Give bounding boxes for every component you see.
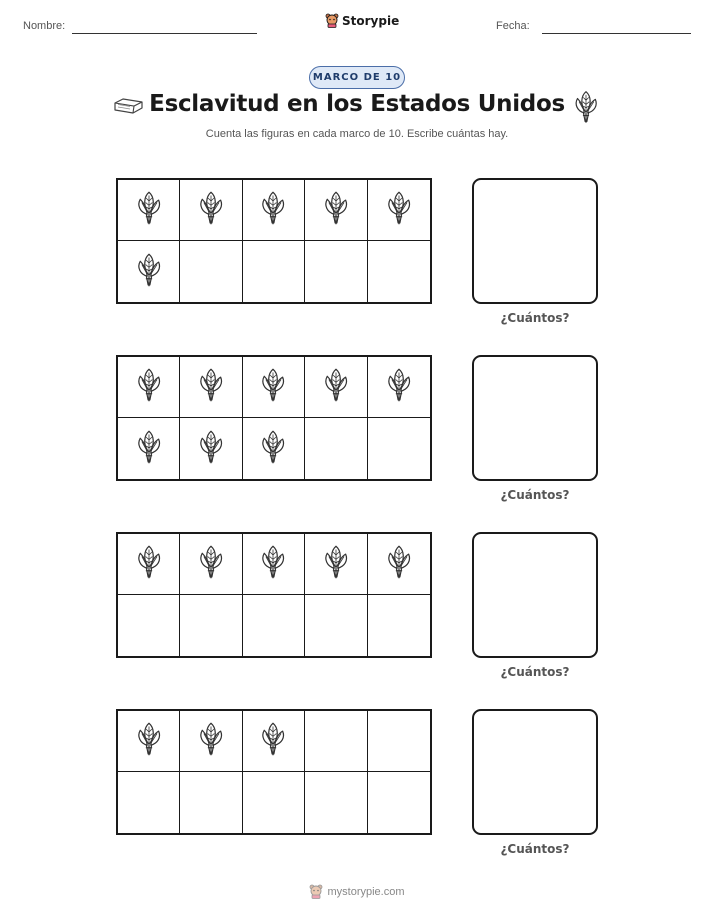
ten-frame-cell [243,595,305,656]
ten-frame-1 [116,178,432,304]
ten-frame-cell [180,772,242,833]
ten-frame-cell [118,180,180,241]
date-label: Fecha: [496,20,530,32]
leaf-bundle-icon [197,367,225,407]
ten-frame-cell [243,772,305,833]
leaf-bundle-icon [135,544,163,584]
ten-frame-3 [116,532,432,658]
name-label: Nombre: [23,20,66,32]
answer-label-4: ¿Cuántos? [500,842,570,856]
ten-frame-cell [368,357,430,418]
answer-label-1: ¿Cuántos? [500,311,570,325]
leaf-bundle-icon [385,544,413,584]
leaf-bundle-icon [135,367,163,407]
answer-box-4[interactable] [472,709,598,835]
ten-frame-cell [118,595,180,656]
ten-frame-cell [305,772,367,833]
leaf-bundle-icon [385,190,413,230]
leaf-bundle-icon [259,367,287,407]
leaf-bundle-icon [197,429,225,469]
ten-frame-cell [243,357,305,418]
answer-box-3[interactable] [472,532,598,658]
leaf-bundle-icon [135,429,163,469]
leaf-bundle-icon [135,721,163,761]
answer-box-1[interactable] [472,178,598,304]
ten-frame-2 [116,355,432,481]
ten-frame-cell [368,595,430,656]
brand-name: Storypie [342,13,400,28]
ten-frame-cell [118,357,180,418]
leaf-bundle-icon [135,252,163,292]
ten-frame-cell [180,180,242,241]
answer-label-2: ¿Cuántos? [500,488,570,502]
ten-frame-cell [180,595,242,656]
leaf-bundle-icon [572,90,600,128]
ten-frame-cell [305,595,367,656]
ten-frame-cell [368,534,430,595]
name-line[interactable] [72,33,257,34]
ten-frame-cell [180,534,242,595]
ten-frame-cell [118,418,180,479]
ten-frame-cell [368,772,430,833]
ten-frame-cell [118,534,180,595]
ten-frame-cell [305,534,367,595]
answer-box-2[interactable] [472,355,598,481]
worksheet-type-badge: MARCO DE 10 [309,66,405,89]
date-line[interactable] [542,33,691,34]
ten-frame-cell [180,418,242,479]
ten-frame-4 [116,709,432,835]
ten-frame-cell [180,357,242,418]
leaf-bundle-icon [385,367,413,407]
ten-frame-cell [243,180,305,241]
page-title: Esclavitud en los Estados Unidos [149,91,565,117]
brand-logo [325,13,399,28]
leaf-bundle-icon [322,544,350,584]
ten-frame-cell [118,772,180,833]
answer-label-3: ¿Cuántos? [500,665,570,679]
leaf-bundle-icon [259,190,287,230]
ten-frame-cell [305,711,367,772]
leaf-bundle-icon [197,190,225,230]
ten-frame-cell [118,241,180,302]
leaf-bundle-icon [259,544,287,584]
instructions: Cuenta las figuras en cada marco de 10. Escribe cuántas hay. [205,128,509,140]
ten-frame-cell [243,418,305,479]
ten-frame-cell [118,711,180,772]
leaf-bundle-icon [135,190,163,230]
ten-frame-cell [368,418,430,479]
ten-frame-cell [305,418,367,479]
leaf-bundle-icon [197,544,225,584]
leaf-bundle-icon [197,721,225,761]
ten-frame-cell [368,241,430,302]
ten-frame-cell [368,180,430,241]
footer [0,884,714,899]
footer-url: mystorypie.com [327,885,405,898]
ten-frame-cell [243,534,305,595]
ten-frame-cell [243,711,305,772]
ten-frame-cell [305,357,367,418]
ten-frame-cell [180,241,242,302]
storypie-mascot-icon [325,13,339,28]
ten-frame-cell [305,180,367,241]
leaf-bundle-icon [322,190,350,230]
leaf-bundle-icon [259,429,287,469]
leaf-bundle-icon [259,721,287,761]
leaf-bundle-icon [322,367,350,407]
storypie-mascot-icon [309,884,323,899]
ten-frame-cell [243,241,305,302]
ten-frame-cell [368,711,430,772]
ten-frame-cell [180,711,242,772]
ten-frame-cell [305,241,367,302]
